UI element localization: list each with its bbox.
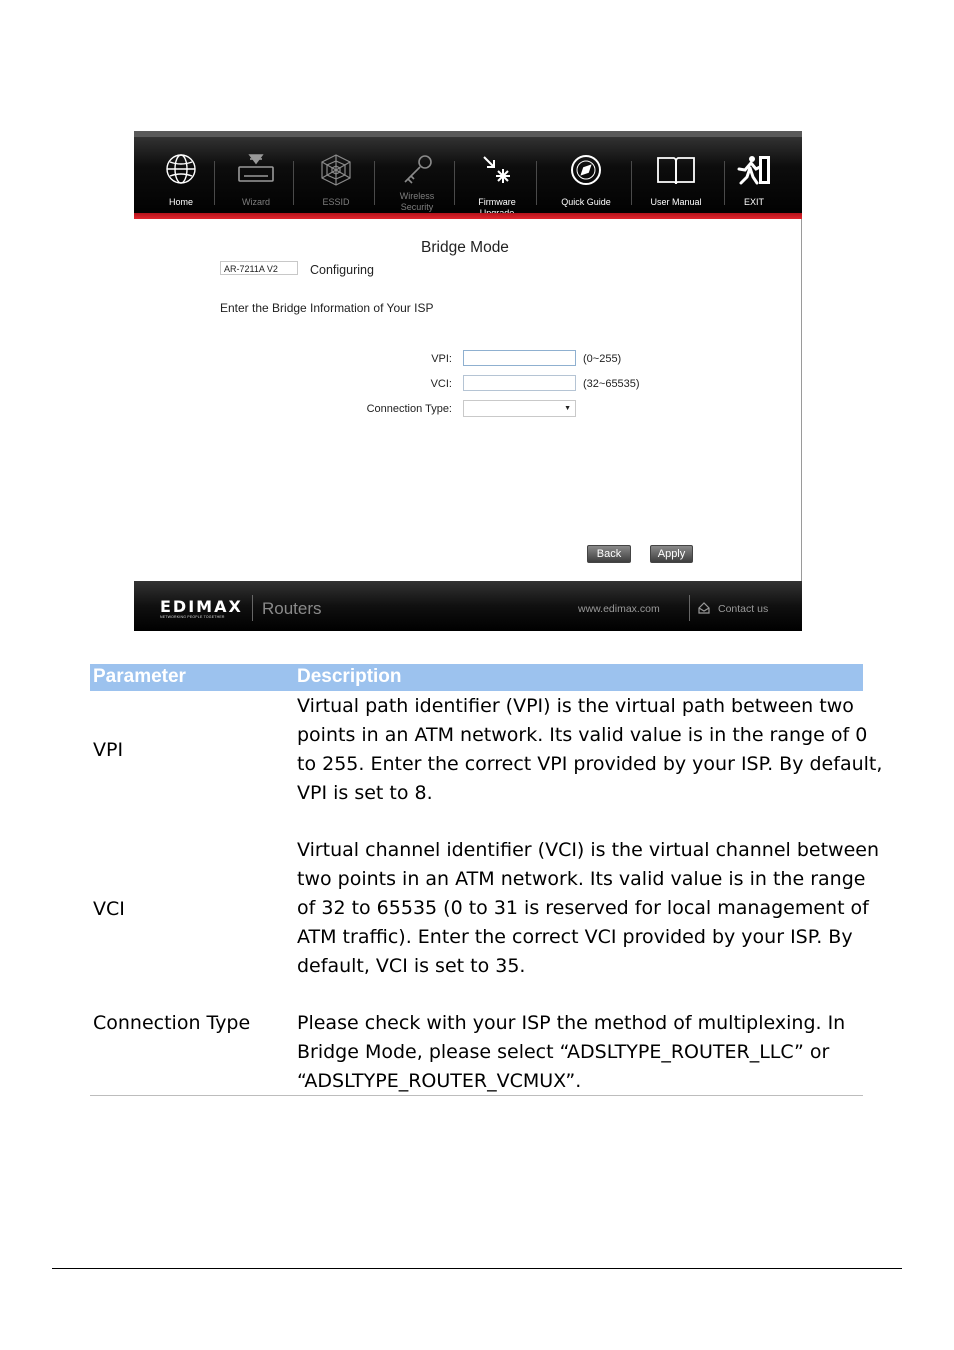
footer-bar (134, 581, 802, 631)
wizard-icon (236, 153, 276, 190)
header-parameter: Parameter (93, 666, 186, 687)
vpi-range: (0~255) (583, 353, 622, 365)
product-name: Routers (262, 599, 322, 618)
connection-type-label: Connection Type: (366, 403, 452, 415)
nav-label: Home (168, 197, 193, 207)
router-web-ui (134, 131, 802, 631)
nav-wizard[interactable] (230, 149, 282, 211)
nav-quick-guide[interactable] (552, 149, 620, 211)
content-area (134, 227, 802, 581)
page-title: Bridge Mode (421, 239, 509, 256)
compass-icon (569, 153, 603, 192)
param-vpi: VPI (93, 739, 124, 761)
nav-label: Firmware (478, 197, 516, 207)
table-divider (90, 1095, 863, 1096)
nav-user-manual[interactable] (642, 149, 710, 211)
desc-connection-type: Please check with your ISP the method of multiplexing. In Bridge Mode, please select “ADSLTYPE_ROUTER_LLC” or “ADSLTYPE_ROUTER_VCMUX”. (297, 1012, 846, 1092)
nav-firmware-upgrade[interactable] (468, 149, 526, 211)
nav-label: User Manual (650, 197, 702, 207)
nav-wireless-security[interactable] (388, 149, 446, 211)
nav-home[interactable] (156, 149, 206, 211)
param-connection-type: Connection Type (93, 1012, 251, 1034)
vci-input[interactable] (463, 375, 576, 391)
desc-vpi: Virtual path identifier (VPI) is the virtual path between two points in an ATM network. Its valid value is in the range of 0 to 255. Enter the correct VPI provided by your ISP. By default, VPI is set to 8. (297, 695, 883, 804)
firmware-icon (480, 153, 514, 192)
header-description: Description (297, 666, 402, 687)
nav-exit[interactable] (730, 149, 778, 211)
page-footer-rule (52, 1268, 902, 1269)
nav-label: EXIT (743, 197, 764, 207)
desc-vci: Virtual channel identifier (VCI) is the virtual channel between two points in an ATM network. Its valid value is in the range of 32 to 65535 (0 to 31 is reserved for local management of ATM traffic). Enter the correct VCI provided by your ISP. By default, VCI is set to 35. (297, 839, 879, 977)
apply-button[interactable]: Apply (650, 545, 693, 563)
vci-label: VCI: (430, 378, 452, 390)
brand-tagline: NETWORKING PEOPLE TOGETHER (160, 615, 225, 619)
edimax-logo (160, 599, 243, 619)
param-vci: VCI (93, 898, 125, 920)
intro-text: Enter the Bridge Information of Your ISP (220, 301, 434, 315)
nav-label: Quick Guide (561, 197, 611, 207)
connection-type-select[interactable] (463, 400, 576, 417)
table-header (90, 664, 863, 691)
vpi-label: VPI: (431, 353, 452, 365)
contact-us-link[interactable]: Contact us (718, 603, 769, 615)
vpi-input[interactable] (463, 350, 576, 366)
book-icon (655, 153, 697, 192)
globe-icon (165, 153, 197, 190)
vci-range: (32~65535) (583, 378, 640, 390)
website-link[interactable]: www.edimax.com (578, 603, 660, 615)
accent-stripe (134, 213, 802, 219)
top-navigation-bar (134, 131, 802, 219)
nav-essid[interactable] (310, 149, 362, 211)
web-icon (318, 153, 354, 192)
nav-label: ESSID (322, 197, 350, 207)
nav-label: Wireless Security (399, 191, 435, 212)
brand-name: EDIMAX (160, 597, 243, 616)
chevron-down-icon: ▼ (564, 405, 571, 412)
model-field: AR-7211A V2 (220, 261, 298, 275)
contact-icon (697, 601, 711, 620)
nav-label: Wizard (241, 197, 270, 207)
key-icon (400, 153, 434, 192)
exit-icon (735, 153, 773, 192)
configuring-label: Configuring (310, 263, 374, 277)
back-button[interactable]: Back (587, 545, 631, 563)
